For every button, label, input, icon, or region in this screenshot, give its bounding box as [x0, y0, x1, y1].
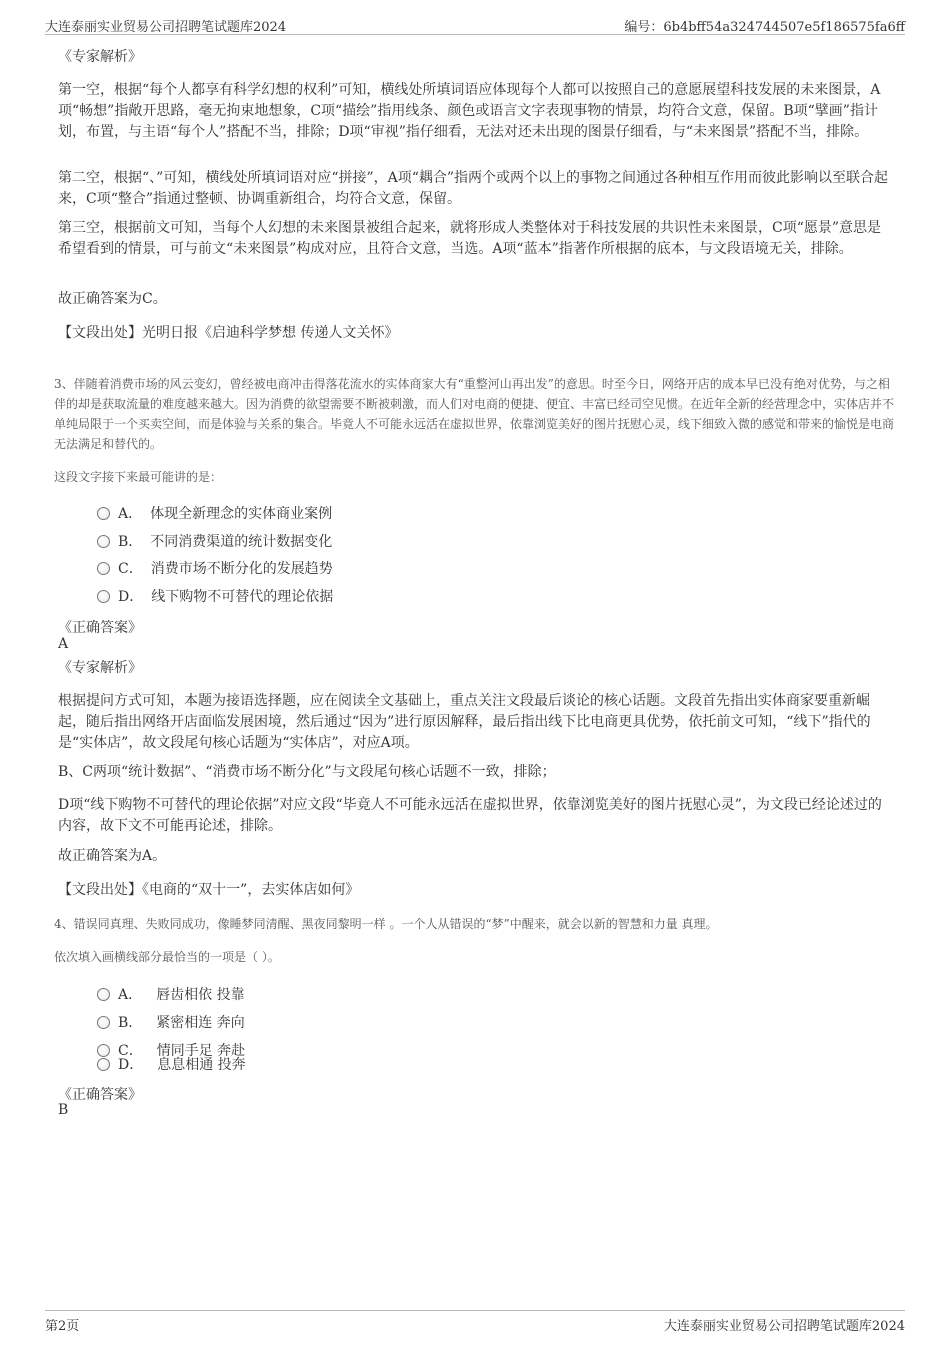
- radio-icon[interactable]: [97, 988, 110, 1001]
- q3-question: 这段文字接下来最可能讲的是：: [54, 470, 223, 484]
- q3-analysis-para3: D项“线下购物不可替代的理论依据”对应文段“毕竟人不可能永远活在虚拟世界，依靠浏览美好的图片抚慰心灵”，为文段已经论述过的内容，故下文不可能再论述，排除。: [58, 797, 882, 834]
- q3-answer: A: [58, 636, 69, 652]
- q2-conclusion: 故正确答案为C。: [58, 291, 167, 307]
- q3-analysis-para2: B、C两项“统计数据”、“消费市场不断分化”与文段尾句核心话题不一致，排除；: [58, 764, 556, 780]
- header-doc-id: 编号：6b4bff54a324744507e5f186575fa6ff: [624, 20, 905, 35]
- q3-answer-title: 《正确答案》: [58, 620, 142, 636]
- q3-option-c[interactable]: C． 消费市场不断分化的发展趋势: [97, 558, 333, 580]
- q2-analysis-para1: 第一空，根据“每个人都享有科学幻想的权利”可知，横线处所填词语应体现每个人都可以按照自己的意愿展望科技发展的未来图景，A项“畅想”指敞开思路，毫无拘束地想象，C项“描绘”指用线条、颜色或语言文字表现事物的情景，均符合文意，保留。B项“擘画”指计划，布置，与主语“每个人”搭配不当，排除；D项“审视”指仔细看，无法对还未出现的图景仔细看，与“未来图景”搭配不当，排除。: [58, 82, 881, 140]
- radio-icon[interactable]: [97, 562, 110, 575]
- q3-stem: 3、伴随着消费市场的风云变幻，曾经被电商冲击得落花流水的实体商家大有“重整河山再出发”的意思。时至今日，网络开店的成本早已没有绝对优势，与之相伴的却是获取流量的难度越来越大。因为消费的欲望需要不断被刺激，而人们对电商的便捷、便宜、丰富已经司空见惯。在近年全新的经营理念中，实体店并不单纯局限于一个买卖空间，而是体验与关系的集合。毕竟人不可能永远活在虚拟世界，依靠浏览美好的图片抚慰心灵，线下细致入微的感觉和带来的愉悦是电商无法满足和替代的。: [54, 377, 895, 451]
- q4-option-a[interactable]: A． 唇齿相依 投靠: [97, 984, 245, 1006]
- q4-option-c[interactable]: C． 情同手足 奔赴: [97, 1040, 245, 1062]
- q4-option-b[interactable]: B． 紧密相连 奔向: [97, 1012, 245, 1034]
- q2-analysis-para2: 第二空，根据“、”可知，横线处所填词语对应“拼接”，A项“耦合”指两个或两个以上的事物之间通过各种相互作用而彼此影响以至联合起来，C项“整合”指通过整顿、协调重新组合，均符合文意，保留。: [58, 170, 889, 207]
- q4-option-d[interactable]: D． 息息相通 投奔: [97, 1054, 246, 1076]
- q2-expert-title: 《专家解析》: [58, 49, 142, 65]
- q4-question: 依次填入画横线部分最恰当的一项是（ ）。: [54, 950, 280, 964]
- q4-answer: B: [58, 1102, 69, 1118]
- q4-answer-title: 《正确答案》: [58, 1087, 142, 1103]
- q2-analysis-para3: 第三空，根据前文可知，当每个人幻想的未来图景被组合起来，就将形成人类整体对于科技发展的共识性未来图景，C项“愿景”意思是希望看到的情景，可与前文“未来图景”构成对应，且符合文意，当选。A项“蓝本”指著作所根据的底本，与文段语境无关，排除。: [58, 220, 882, 257]
- q3-option-b[interactable]: B． 不同消费渠道的统计数据变化: [97, 531, 332, 553]
- q3-expert-title: 《专家解析》: [58, 660, 142, 676]
- q3-conclusion: 故正确答案为A。: [58, 848, 167, 864]
- q3-option-a[interactable]: A． 体现全新理念的实体商业案例: [97, 503, 332, 525]
- radio-icon[interactable]: [97, 590, 110, 603]
- q4-stem: 4、错误同真理、失败同成功，像睡梦同清醒、黑夜同黎明一样 。一个人从错误的“梦”中醒来，就会以新的智慧和力量 真理。: [54, 917, 718, 931]
- q3-source: 【文段出处】《电商的“双十一”，去实体店如何》: [58, 882, 360, 898]
- q3-option-d[interactable]: D． 线下购物不可替代的理论依据: [97, 586, 333, 608]
- page-header: [45, 14, 905, 35]
- footer-page-number: 第2页: [45, 1319, 80, 1334]
- header-title: 大连泰丽实业贸易公司招聘笔试题库2024: [45, 20, 287, 35]
- radio-icon[interactable]: [97, 507, 110, 520]
- radio-icon[interactable]: [97, 1058, 110, 1071]
- radio-icon[interactable]: [97, 1016, 110, 1029]
- page-footer: [45, 1310, 905, 1333]
- q2-source: 【文段出处】光明日报《启迪科学梦想 传递人文关怀》: [58, 325, 399, 341]
- radio-icon[interactable]: [97, 535, 110, 548]
- q3-analysis-para1: 根据提问方式可知，本题为接语选择题，应在阅读全文基础上，重点关注文段最后谈论的核心话题。文段首先指出实体商家要重新崛起，随后指出网络开店面临发展困境，然后通过“因为”进行原因解释，最后指出线下比电商更具优势，依托前文可知，“线下”指代的是“实体店”，故文段尾句核心话题为“实体店”，对应A项。: [58, 693, 871, 751]
- footer-title: 大连泰丽实业贸易公司招聘笔试题库2024: [663, 1319, 905, 1334]
